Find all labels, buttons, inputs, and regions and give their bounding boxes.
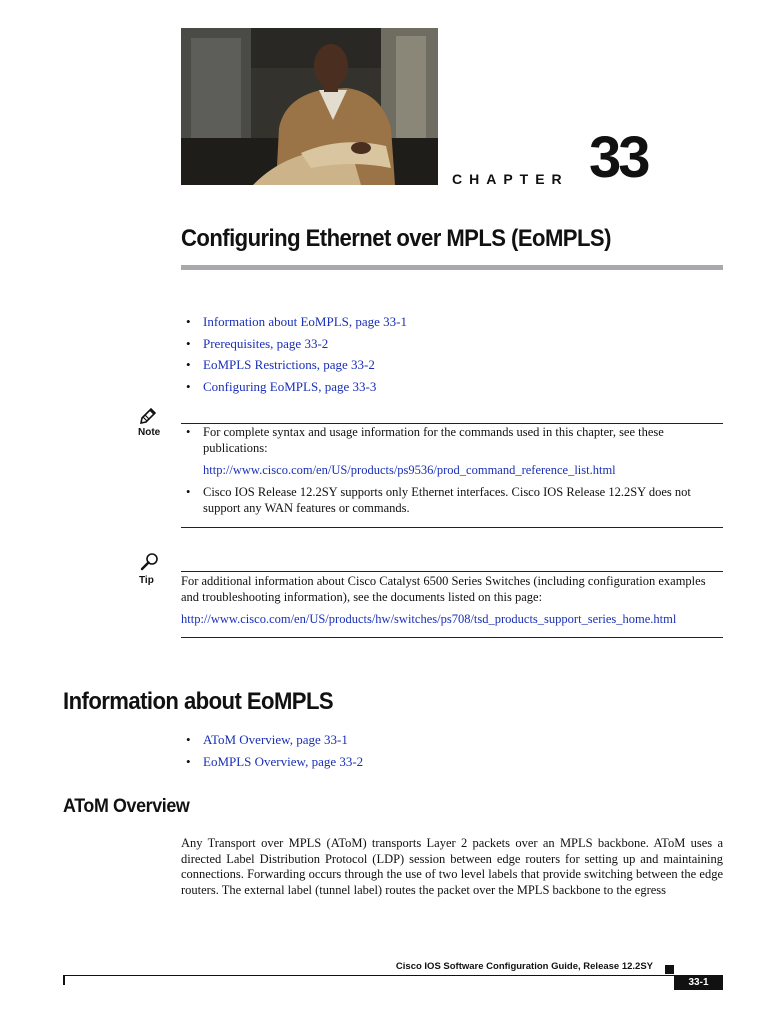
note-item: • For complete syntax and usage information for the commands used in this chapter, see these publications: — [181, 424, 723, 456]
page-number: 33-1 — [674, 975, 723, 990]
tip-body — [181, 573, 723, 627]
section-toc — [181, 729, 363, 772]
toc-link-restrictions[interactable]: EoMPLS Restrictions, page 33-2 — [203, 357, 375, 372]
tip-text: For additional information about Cisco Catalyst 6500 Series Switches (including configuration examples and troubleshooting information), see the documents listed on this page: — [181, 574, 706, 604]
toc-link-eompls-overview[interactable]: EoMPLS Overview, page 33-2 — [203, 753, 364, 769]
note-label: Note — [138, 427, 161, 438]
toc-item — [181, 311, 407, 333]
chapter-photo — [181, 28, 438, 185]
toc-link-prerequisites[interactable]: Prerequisites, page 33-2 — [203, 335, 329, 351]
toc-item — [181, 354, 407, 376]
toc-item — [181, 376, 407, 398]
footer-marker — [665, 965, 674, 974]
pencil-note-icon — [139, 405, 159, 427]
footer-rule — [63, 975, 723, 976]
title-rule — [181, 265, 723, 270]
footer-tick — [63, 975, 65, 985]
chapter-label: CHAPTER — [452, 171, 569, 187]
footer-guide-title: Cisco IOS Software Configuration Guide, Release 12.2SY — [395, 961, 653, 972]
subsection-heading: AToM Overview — [63, 796, 190, 817]
section-heading: Information about EoMPLS — [63, 688, 334, 715]
toc-item — [181, 751, 363, 773]
note-body — [181, 424, 723, 522]
toc-link-configuring[interactable]: Configuring EoMPLS, page 33-3 — [203, 378, 377, 394]
tip-bottom-rule — [181, 637, 723, 638]
note-reference-link[interactable]: http://www.cisco.com/en/US/products/ps9536/prod_command_reference_list.html — [203, 463, 616, 477]
chapter-toc — [181, 311, 407, 397]
note-item: • Cisco IOS Release 12.2SY supports only Ethernet interfaces. Cisco IOS Release 12.2SY does not support any WAN features or commands. — [181, 484, 723, 516]
tip-top-rule — [181, 571, 723, 572]
chapter-number: 33 — [589, 125, 648, 190]
body-paragraph: Any Transport over MPLS (AToM) transports Layer 2 packets over an MPLS backbone. AToM uses a directed Label Distribution Protocol (LDP) session between edge routers for setting up and maintaining connections. Forwarding occurs through the use of two level labels that provide switching between the edge routers. The external label (tunnel label) routes the packet over the MPLS backbone to the egress — [181, 836, 723, 897]
magnifier-tip-icon — [140, 552, 160, 574]
toc-link-information[interactable]: Information about EoMPLS, page 33-1 — [203, 314, 407, 329]
page-title: Configuring Ethernet over MPLS (EoMPLS) — [181, 225, 611, 252]
tip-reference-link[interactable]: http://www.cisco.com/en/US/products/hw/switches/ps708/tsd_products_support_series_home.html — [181, 612, 677, 626]
tip-label: Tip — [139, 575, 154, 586]
toc-item — [181, 333, 407, 355]
toc-link-atom-overview[interactable]: AToM Overview, page 33-1 — [203, 732, 348, 747]
toc-item — [181, 729, 363, 751]
note-bottom-rule — [181, 527, 723, 528]
